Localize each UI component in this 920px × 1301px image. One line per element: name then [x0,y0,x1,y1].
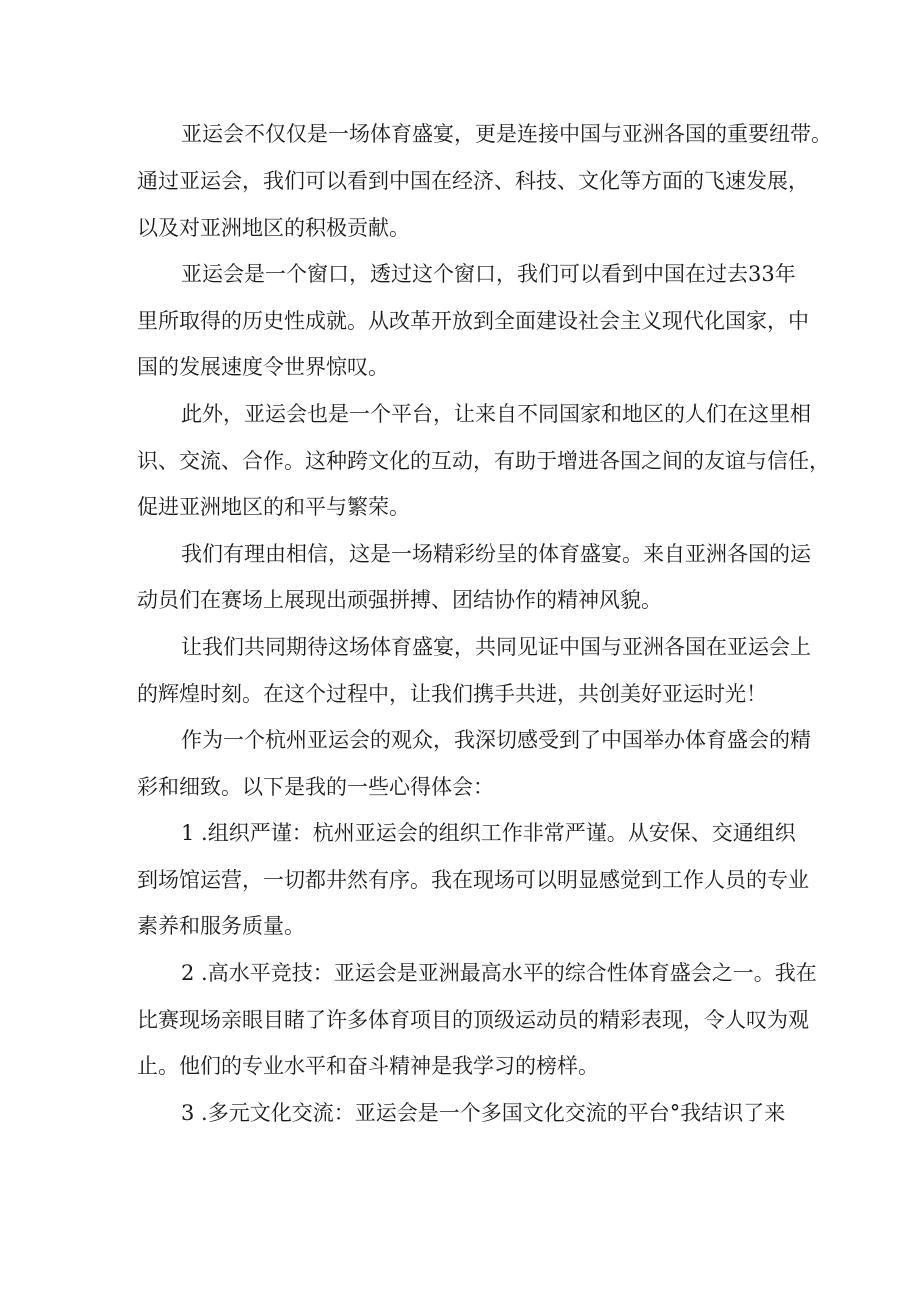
text-line: 亚运会是一个窗口，透过这个窗口，我们可以看到中国在过去33年 [181,262,796,286]
text-line: 素养和服务质量。 [137,914,305,938]
text-line: 亚运会不仅仅是一场体育盛宴，更是连接中国与亚洲各国的重要纽带。 [181,122,832,146]
text-line: 作为一个杭州亚运会的观众，我深切感受到了中国举办体育盛会的精 [181,728,811,752]
text-line: 1 .组织严谨：杭州亚运会的组织工作非常严谨。从安保、交通组织 [181,821,796,845]
text-line: 彩和细致。以下是我的一些心得体会： [137,775,494,799]
text-line: 我们有理由相信，这是一场精彩纷呈的体育盛宴。来自亚洲各国的运 [181,542,811,566]
text-line: 让我们共同期待这场体育盛宴，共同见证中国与亚洲各国在亚运会上 [181,635,811,659]
text-line: 动员们在赛场上展现出顽强拼搏、团结协作的精神风貌。 [137,588,662,612]
text-line: 以及对亚洲地区的积极贡献。 [137,216,410,240]
text-line: 比赛现场亲眼目睹了许多体育项目的顶级运动员的精彩表现，令人叹为观 [137,1008,809,1032]
text-line: 2 .高水平竞技：亚运会是亚洲最高水平的综合性体育盛会之一。我在 [181,961,817,985]
text-line: 里所取得的历史性成就。从改革开放到全面建设社会主义现代化国家，中 [137,309,809,333]
text-line: 止。他们的专业水平和奋斗精神是我学习的榜样。 [137,1054,599,1078]
text-line: 此外，亚运会也是一个平台，让来自不同国家和地区的人们在这里相 [181,402,811,426]
text-line: 国的发展速度令世界惊叹。 [137,355,389,379]
text-line: 到场馆运营，一切都井然有序。我在现场可以明显感觉到工作人员的专业 [137,868,809,892]
text-line: 促进亚洲地区的和平与繁荣。 [137,495,410,519]
text-line: 的辉煌时刻。在这个过程中，让我们携手共进，共创美好亚运时光！ [137,682,767,706]
text-line: 3 .多元文化交流：亚运会是一个多国文化交流的平台°我结识了来 [181,1101,786,1125]
text-line: 识、交流、合作。这种跨文化的互动，有助于增进各国之间的友谊与信任， [137,449,830,473]
text-line: 通过亚运会，我们可以看到中国在经济、科技、文化等方面的飞速发展， [137,169,809,193]
